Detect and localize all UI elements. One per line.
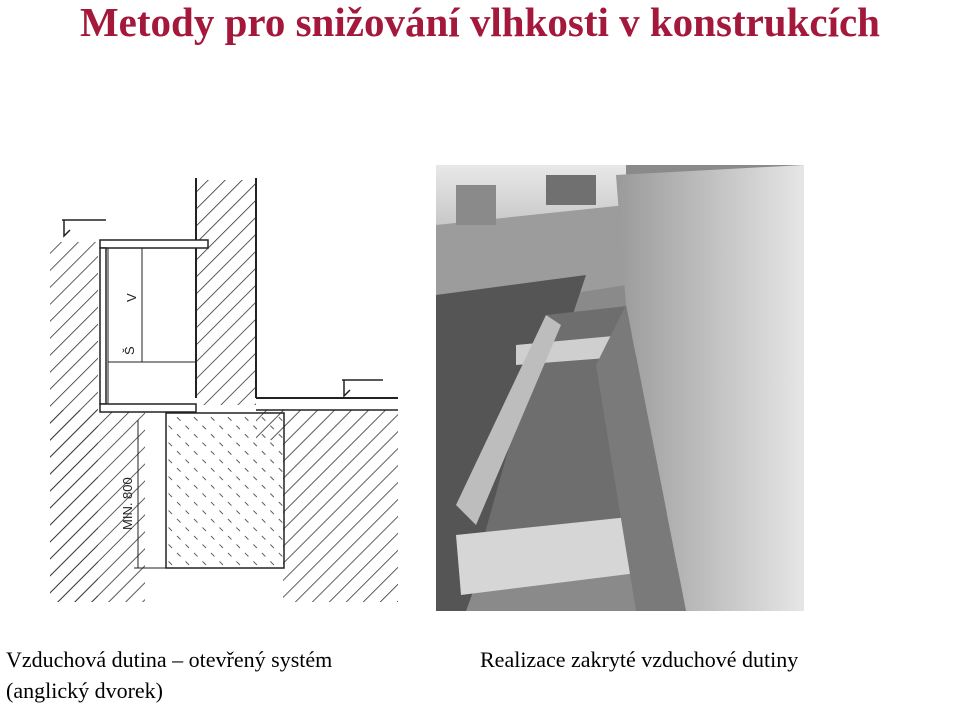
wall-hatch: [196, 180, 256, 405]
caption-left-line2: (anglický dvorek): [6, 678, 163, 703]
slide-title: Metody pro snižování vlhkosti v konstrukcích: [79, 0, 880, 45]
cavity-section-drawing: [48, 170, 403, 610]
label-width: Š: [122, 346, 137, 355]
foundation-block: [166, 413, 284, 568]
caption-right: Realizace zakryté vzduchové dutiny: [480, 647, 799, 672]
cavity-cover-lip: [100, 240, 208, 248]
cavity-bottom: [100, 404, 196, 412]
soil-right-hatch: [283, 440, 398, 602]
label-depth: MIN. 800: [120, 477, 135, 530]
cavity-photo: [436, 165, 804, 611]
caption-left-line1: Vzduchová dutina – otevřený systém: [6, 647, 333, 672]
label-height: V: [124, 293, 139, 302]
